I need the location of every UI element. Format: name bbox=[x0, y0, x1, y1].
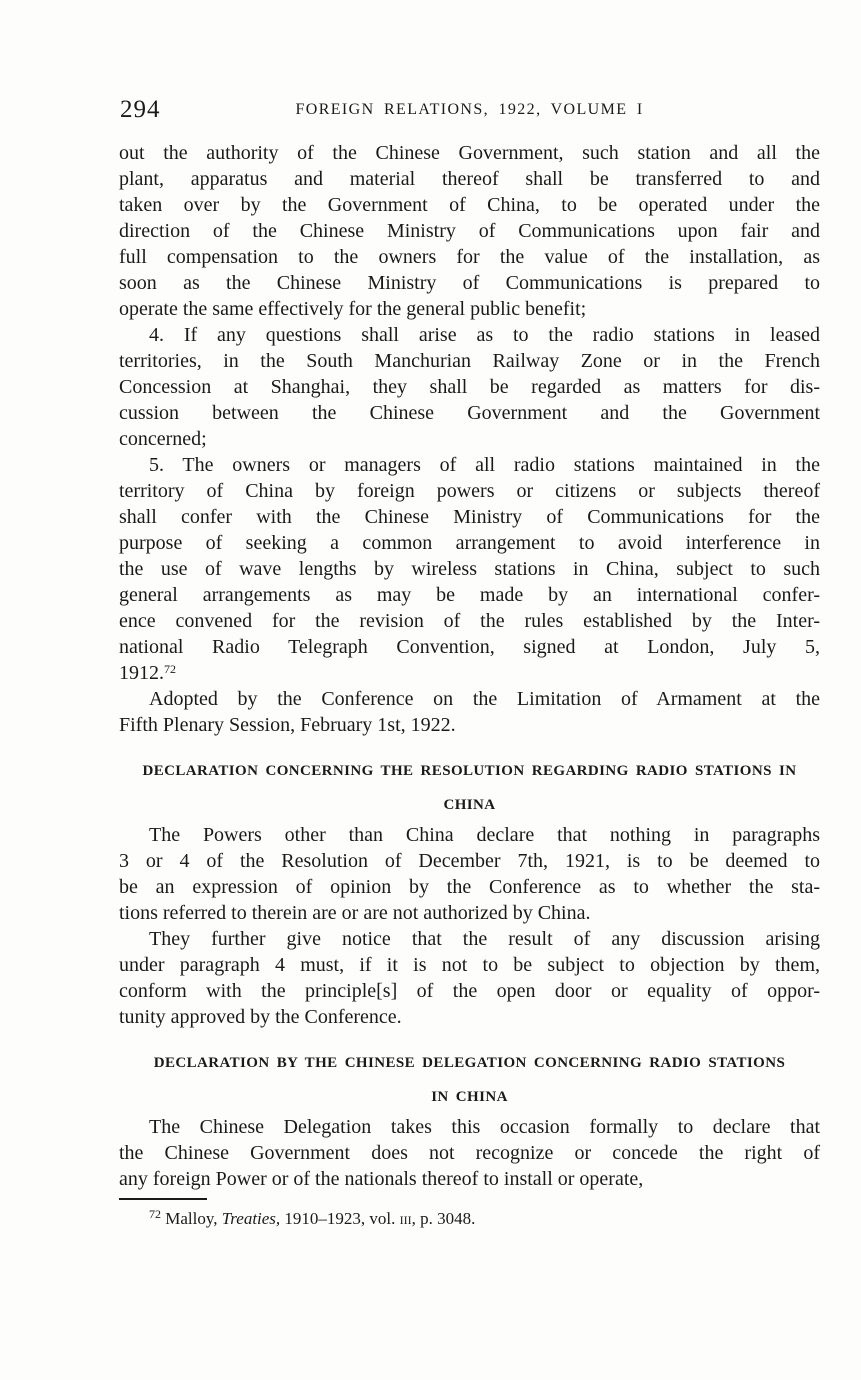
heading-line: DECLARATION BY THE CHINESE DELEGATION CONCERNING RADIO STATIONS bbox=[153, 1055, 786, 1071]
text-line: tions referred to therein are or are not authorized by China. bbox=[119, 902, 591, 924]
text-line: Fifth Plenary Session, February 1st, 1922. bbox=[119, 714, 456, 736]
running-head: FOREIGN RELATIONS, 1922, VOLUME I bbox=[295, 101, 644, 118]
section-heading bbox=[119, 754, 820, 822]
text-line: direction of the Chinese Ministry of Communications upon fair and bbox=[119, 220, 820, 242]
page-body-text bbox=[119, 140, 820, 1192]
page-number: 294 bbox=[120, 96, 161, 123]
page-header bbox=[119, 97, 820, 129]
text-line: soon as the Chinese Ministry of Communications is prepared to bbox=[119, 272, 820, 294]
heading-line: IN CHINA bbox=[431, 1089, 508, 1105]
text-line: be an expression of opinion by the Conference as to whether the sta- bbox=[119, 876, 820, 898]
footnote: $^{72}$ Malloy, Treaties, 1910–1923, vol. iii, p. 3048. bbox=[149, 1207, 476, 1228]
styled-text: iii bbox=[399, 1209, 412, 1228]
text-line: any foreign Power or of the nationals thereof to install or operate, bbox=[119, 1168, 644, 1190]
text-line: general arrangements as may be made by an international confer- bbox=[119, 584, 820, 606]
text-line: Adopted by the Conference on the Limitation of Armament at the bbox=[149, 688, 820, 710]
text-line: taken over by the Government of China, to be operated under the bbox=[119, 194, 820, 216]
text-line: the use of wave lengths by wireless stations in China, subject to such bbox=[119, 558, 820, 580]
text-column bbox=[119, 140, 820, 1231]
text-line: cussion between the Chinese Government and the Government bbox=[119, 402, 820, 424]
text-line: ence convened for the revision of the rules established by the Inter- bbox=[119, 610, 820, 632]
text-line: purpose of seeking a common arrangement to avoid interference in bbox=[119, 532, 820, 554]
text-line: concerned; bbox=[119, 428, 207, 450]
paragraph bbox=[119, 452, 820, 686]
text-line: 3 or 4 of the Resolution of December 7th, 1921, is to be deemed to bbox=[119, 850, 820, 872]
section-heading bbox=[119, 1046, 820, 1114]
text-line: territory of China by foreign powers or citizens or subjects thereof bbox=[119, 480, 820, 502]
paragraph bbox=[119, 1114, 820, 1192]
footnote-reference: 72 bbox=[149, 1207, 161, 1221]
footnote-rule bbox=[119, 1198, 207, 1200]
text-line: Concession at Shanghai, they shall be regarded as matters for dis- bbox=[119, 376, 820, 398]
paragraph bbox=[119, 926, 820, 1030]
text-line: The Chinese Delegation takes this occasion formally to declare that bbox=[149, 1116, 820, 1138]
text-line: out the authority of the Chinese Government, such station and all the bbox=[119, 142, 820, 164]
paragraph bbox=[119, 822, 820, 926]
footnote-reference: 72 bbox=[164, 662, 176, 676]
heading-line: CHINA bbox=[443, 797, 496, 813]
paragraph bbox=[119, 140, 820, 322]
paragraph bbox=[119, 322, 820, 452]
text-line: tunity approved by the Conference. bbox=[119, 1006, 402, 1028]
text-line: 5. The owners or managers of all radio stations maintained in the bbox=[149, 454, 820, 476]
text-line: under paragraph 4 must, if it is not to be subject to objection by them, bbox=[119, 954, 820, 976]
heading-line: DECLARATION CONCERNING THE RESOLUTION REGARDING RADIO STATIONS IN bbox=[142, 763, 797, 779]
text-line: the Chinese Government does not recognize or concede the right of bbox=[119, 1142, 820, 1164]
styled-text: Treaties, bbox=[221, 1209, 281, 1228]
text-line: full compensation to the owners for the value of the installation, as bbox=[119, 246, 820, 268]
paragraph bbox=[119, 686, 820, 738]
text-line: conform with the principle[s] of the open door or equality of oppor- bbox=[119, 980, 820, 1002]
footnote-area bbox=[119, 1198, 820, 1231]
text-line: plant, apparatus and material thereof shall be transferred to and bbox=[119, 168, 820, 190]
text-line: The Powers other than China declare that nothing in paragraphs bbox=[149, 824, 820, 846]
text-line: national Radio Telegraph Convention, signed at London, July 5, bbox=[119, 636, 820, 658]
text-line: They further give notice that the result of any discussion arising bbox=[149, 928, 820, 950]
text-line: operate the same effectively for the general public benefit; bbox=[119, 298, 587, 320]
text-line: shall confer with the Chinese Ministry of Communications for the bbox=[119, 506, 820, 528]
text-line: 1912.72 bbox=[119, 662, 176, 684]
text-line: 4. If any questions shall arise as to the radio stations in leased bbox=[149, 324, 820, 346]
text-line: territories, in the South Manchurian Railway Zone or in the French bbox=[119, 350, 820, 372]
